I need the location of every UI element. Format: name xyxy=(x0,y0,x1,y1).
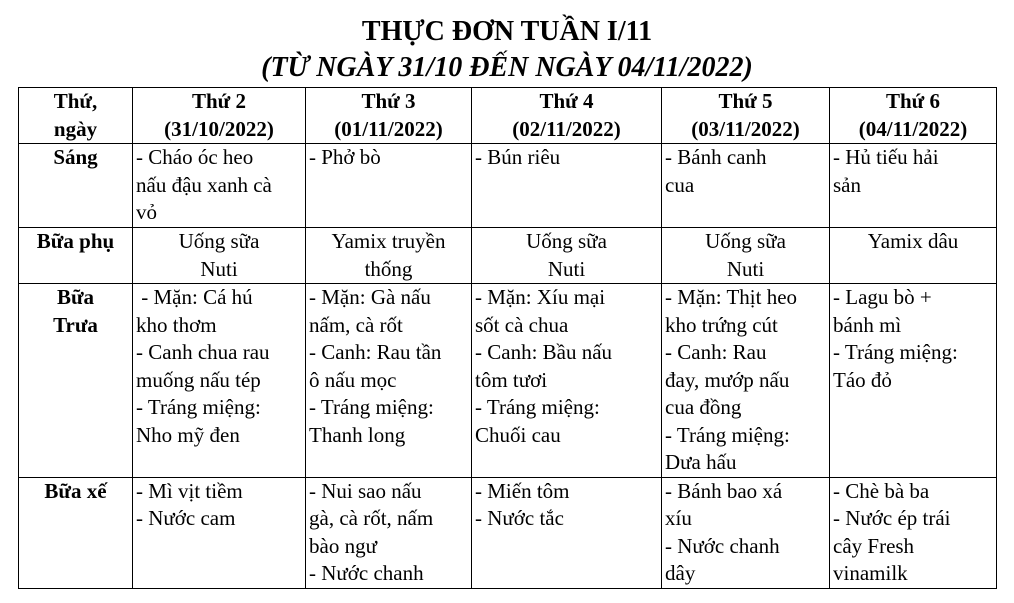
day-date: (01/11/2022) xyxy=(334,116,443,141)
meal-line: Uống sữa xyxy=(526,229,607,253)
meal-cell xyxy=(662,284,830,478)
meal-line: Thanh long xyxy=(309,422,406,447)
meal-line: vinamilk xyxy=(833,561,908,585)
meal-line: - Tráng miệng: xyxy=(833,340,958,364)
afternoon-snack-row xyxy=(19,477,997,588)
meal-cell xyxy=(133,477,306,588)
row-label-breakfast: Sáng xyxy=(19,144,133,228)
meal-line: Chuối cau xyxy=(475,422,561,447)
meal-line: vỏ xyxy=(136,200,157,224)
meal-line: thống xyxy=(364,256,413,281)
weekly-menu-table xyxy=(18,87,997,589)
meal-line: xíu xyxy=(665,506,692,530)
meal-line: sốt cà chua xyxy=(475,312,569,337)
meal-line: tôm tươi xyxy=(475,367,548,392)
meal-line: Nho mỹ đen xyxy=(136,422,240,447)
meal-line: - Miến tôm xyxy=(475,478,570,503)
day-date: (02/11/2022) xyxy=(512,116,621,141)
meal-cell xyxy=(306,477,472,588)
meal-line: - Lagu bò + xyxy=(833,285,932,309)
meal-line: Nuti xyxy=(200,256,238,281)
meal-line: Uống sữa xyxy=(178,229,260,253)
row-label-line: Bữa xyxy=(56,285,95,309)
meal-line: - Tráng miệng: xyxy=(136,395,261,419)
meal-line: cây Fresh xyxy=(833,533,915,558)
meal-line: Nuti xyxy=(547,256,586,281)
day-name: Thứ 3 xyxy=(361,89,416,113)
meal-line: - Canh: Rau tần xyxy=(309,340,442,364)
meal-line: gà, cà rốt, nấm xyxy=(309,506,434,530)
meal-line: - Tráng miệng: xyxy=(665,422,790,447)
meal-line: - Phở bò xyxy=(309,145,381,169)
meal-line: - Tráng miệng: xyxy=(475,395,600,419)
meal-cell xyxy=(472,284,662,478)
meal-line: - Bánh canh xyxy=(665,145,767,169)
meal-line: Yamix dâu xyxy=(867,229,959,253)
meal-line: - Tráng miệng: xyxy=(309,395,434,419)
meal-cell xyxy=(662,144,830,228)
meal-line: - Nước ép trái xyxy=(833,506,951,530)
snack-row xyxy=(19,228,997,284)
meal-line: - Nước chanh xyxy=(309,561,424,585)
meal-line: Nuti xyxy=(726,256,765,281)
meal-cell xyxy=(830,144,997,228)
meal-line: bào ngư xyxy=(309,533,377,558)
meal-line: - Bánh bao xá xyxy=(665,478,783,503)
header-row xyxy=(19,88,997,144)
meal-cell xyxy=(662,228,830,284)
row-label-lunch xyxy=(19,284,133,478)
lunch-row xyxy=(19,284,997,478)
meal-line: Uống sữa xyxy=(705,229,786,253)
meal-line: Yamix truyền xyxy=(331,229,446,253)
meal-cell xyxy=(830,284,997,478)
meal-line: - Canh: Bầu nấu xyxy=(475,340,613,364)
meal-line: Táo đỏ xyxy=(833,367,892,392)
day-name: Thứ 5 xyxy=(718,89,773,113)
meal-line: - Nước tắc xyxy=(475,506,564,530)
meal-line: - Nước chanh xyxy=(665,533,780,558)
day-date: (03/11/2022) xyxy=(691,116,800,141)
meal-line: đay, mướp nấu xyxy=(665,367,790,392)
meal-line: - Nui sao nấu xyxy=(309,478,422,503)
meal-cell xyxy=(133,228,306,284)
meal-cell xyxy=(830,228,997,284)
day-header-tue xyxy=(306,88,472,144)
day-header-mon xyxy=(133,88,306,144)
meal-line: nấm, cà rốt xyxy=(309,312,403,337)
meal-cell xyxy=(662,477,830,588)
meal-line: Dưa hấu xyxy=(665,450,737,474)
meal-line: - Mặn: Xíu mại xyxy=(475,285,606,309)
meal-line: cua đồng xyxy=(665,395,742,419)
meal-line: - Hủ tiếu hải xyxy=(833,145,939,169)
row-label-line: Trưa xyxy=(53,312,98,337)
meal-line: sản xyxy=(833,172,861,197)
meal-cell xyxy=(306,228,472,284)
meal-line: cua xyxy=(665,172,695,197)
meal-line: - Bún riêu xyxy=(475,145,561,169)
menu-subtitle: (TỪ NGÀY 31/10 ĐẾN NGÀY 04/11/2022) xyxy=(261,52,753,83)
day-header-wed xyxy=(472,88,662,144)
meal-line: nấu đậu xanh cà xyxy=(136,172,272,197)
day-name: Thứ 6 xyxy=(885,89,941,113)
corner-header-line: Thứ, xyxy=(53,89,98,113)
meal-cell xyxy=(472,477,662,588)
corner-header xyxy=(19,88,133,144)
meal-line: - Chè bà ba xyxy=(833,478,930,503)
day-header-thu xyxy=(662,88,830,144)
meal-cell xyxy=(306,284,472,478)
meal-cell xyxy=(306,144,472,228)
breakfast-row xyxy=(19,144,997,228)
day-date: (31/10/2022) xyxy=(164,116,274,141)
day-name: Thứ 2 xyxy=(191,89,247,113)
meal-line: bánh mì xyxy=(833,312,902,337)
meal-line: kho thơm xyxy=(136,312,217,337)
meal-cell xyxy=(133,284,306,478)
meal-cell xyxy=(472,144,662,228)
meal-cell xyxy=(133,144,306,228)
meal-cell xyxy=(472,228,662,284)
day-date: (04/11/2022) xyxy=(858,116,968,141)
day-header-fri xyxy=(830,88,997,144)
menu-title: THỰC ĐƠN TUẦN I/11 xyxy=(361,16,653,47)
meal-line: - Mặn: Cá hú xyxy=(136,285,253,309)
meal-line: - Cháo óc heo xyxy=(136,145,254,169)
meal-line: - Canh: Rau xyxy=(665,340,767,364)
meal-line: kho trứng cút xyxy=(665,312,778,337)
meal-line: - Nước cam xyxy=(136,506,236,530)
meal-line: - Canh chua rau xyxy=(136,340,270,364)
meal-line: dây xyxy=(665,561,696,585)
day-name: Thứ 4 xyxy=(539,89,594,113)
meal-line: muống nấu tép xyxy=(136,367,261,392)
meal-line: - Mặn: Gà nấu xyxy=(309,285,431,309)
meal-cell xyxy=(830,477,997,588)
row-label-snack: Bữa phụ xyxy=(19,228,133,284)
meal-line: - Mì vịt tiềm xyxy=(136,478,243,503)
corner-header-line: ngày xyxy=(53,116,98,141)
meal-line: - Mặn: Thịt heo xyxy=(665,285,798,309)
meal-line: ô nấu mọc xyxy=(309,367,397,392)
row-label-afternoon-snack: Bữa xế xyxy=(19,477,133,588)
